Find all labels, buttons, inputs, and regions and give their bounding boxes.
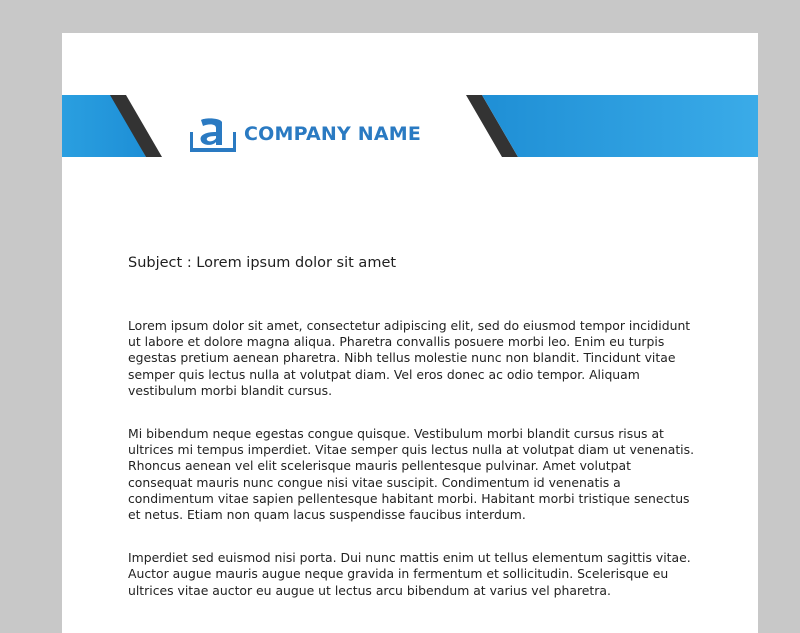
letter-subject: Subject : Lorem ipsum dolor sit amet <box>128 255 397 271</box>
letter-a-icon <box>190 116 236 152</box>
letterhead-page <box>62 33 758 633</box>
letter-paragraph-2: Mi bibendum neque egestas congue quisque. Vestibulum morbi blandit cursus risus at ultrices mi tempus imperdiet. Vitae semper quis lectus nulla at volutpat diam ut venenatis. Rhoncus aenean vel elit scelerisque mauris pellentesque pulvinar. Amet volutpat consequat mauris nunc congue nisi vitae suscipit. Condimentum id venenatis a condimentum vitae sapien pellentesque habitant morbi. Habitant morbi tristique senectus et netus. Etiam non quam lacus suspendisse faucibus interdum. <box>128 426 695 523</box>
header-band-right-blue <box>482 95 758 157</box>
company-logo <box>190 116 421 152</box>
company-name: COMPANY NAME <box>244 123 422 145</box>
letter-paragraph-3: Imperdiet sed euismod nisi porta. Dui nunc mattis enim ut tellus elementum sagittis vitae. Auctor augue mauris augue neque gravida in fermentum et sollicitudin. Scelerisque eu ultrices vitae auctor eu augue ut lectus arcu bibendum at varius vel pharetra. <box>128 550 691 598</box>
letter-body <box>128 255 698 626</box>
letter-paragraph-1: Lorem ipsum dolor sit amet, consectetur adipiscing elit, sed do eiusmod tempor incididunt ut labore et dolore magna aliqua. Pharetra convallis posuere morbi leo. Enim eu turpis egestas pretium aenean pharetra. Nibh tellus molestie nunc non blandit. Tincidunt vitae semper quis lectus nulla at volutpat diam. Vel eros donec ac odio tempor. Aliquam vestibulum morbi blandit cursus. <box>128 318 691 398</box>
